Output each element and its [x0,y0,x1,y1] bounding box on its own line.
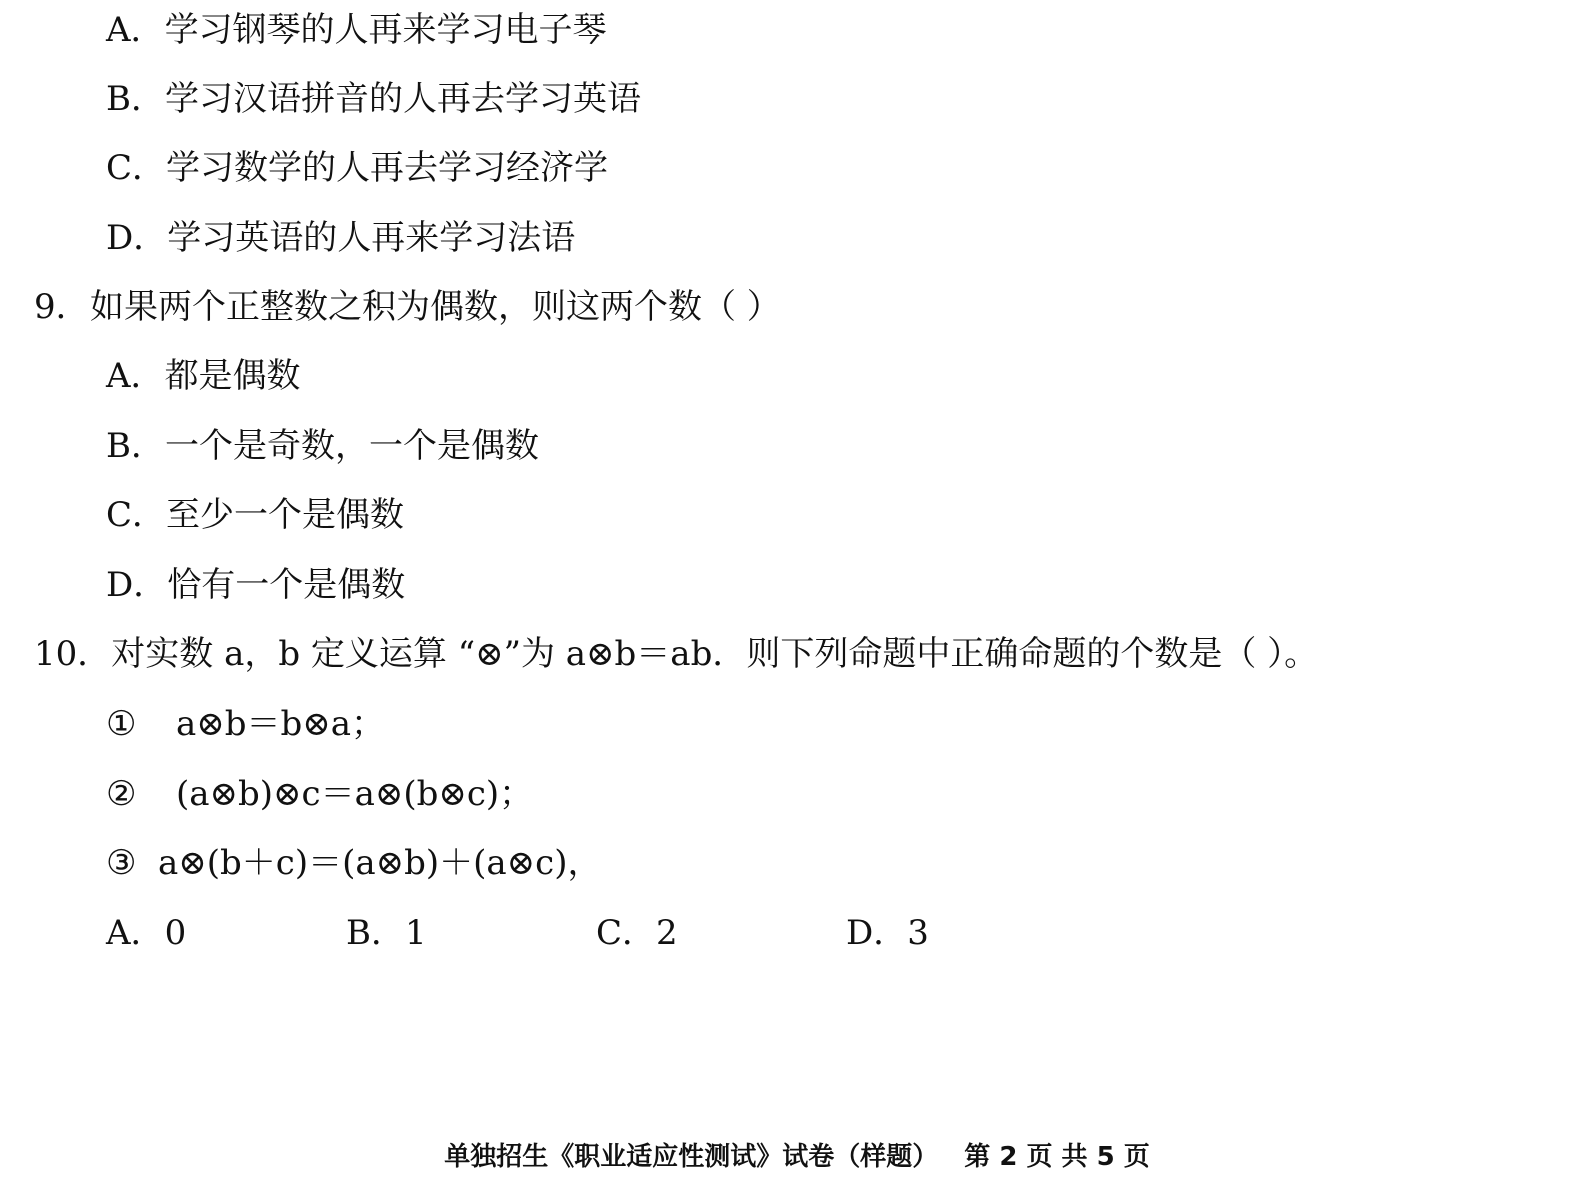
q9-option-c [106,495,404,535]
q10-statement-3 [106,843,601,883]
q10-options [106,913,1006,953]
option-text: 3 [907,913,929,953]
option-label: D． [846,913,908,953]
page-number: 第 2 页 共 5 页 [964,1142,1150,1172]
statement-mark: ② [106,774,137,814]
option-text: 恰有一个是偶数 [167,565,406,605]
q8-option-c [106,148,608,188]
question-text: 如果两个正整数之积为偶数，则这两个数（ ） [90,287,781,327]
option-text: 至少一个是偶数 [166,495,405,535]
option-label: D． [106,565,168,605]
option-text: 学习英语的人再来学习法语 [167,218,576,258]
q9-option-d [106,565,405,605]
option-text: 1 [405,913,427,953]
option-label: C． [106,148,167,188]
option-text: 都是偶数 [164,356,301,396]
q10-stem [34,634,1318,674]
question-number: 10． [34,634,112,674]
option-label: A． [106,913,165,953]
footer-title: 单独招生《职业适应性测试》试卷（样题） [444,1142,939,1172]
q10-option-c [596,913,678,953]
option-text: 2 [656,913,678,953]
option-label: A． [106,10,165,50]
option-label: C． [106,495,167,535]
q8-option-d [106,218,575,258]
q9-option-a [106,356,301,396]
option-text: 学习汉语拼音的人再去学习英语 [165,79,641,119]
question-number: 9． [34,287,90,327]
option-text: 0 [164,913,187,953]
statement-mark: ① [106,704,137,744]
page-footer [0,1140,1594,1174]
statement-text: a⊗(b＋c)＝(a⊗b)＋(a⊗c)， [158,843,602,883]
statement-text: a⊗b＝b⊗a； [176,704,386,744]
q10-statement-2 [106,774,533,814]
statement-text: (a⊗b)⊗c＝a⊗(b⊗c)； [176,774,534,814]
q9-option-b [106,426,539,466]
statement-mark: ③ [106,843,137,883]
option-label: C． [596,913,657,953]
option-text: 一个是奇数，一个是偶数 [165,426,539,466]
option-label: B． [106,79,165,119]
q10-option-d [846,913,929,953]
q8-option-a [106,10,607,50]
option-label: B． [106,426,165,466]
q10-option-a [106,913,186,953]
q9-stem [34,287,781,327]
q10-option-b [346,913,427,953]
option-label: B． [346,913,405,953]
option-label: D． [106,218,168,258]
option-text: 学习钢琴的人再来学习电子琴 [164,10,607,50]
option-text: 学习数学的人再去学习经济学 [166,148,609,188]
option-label: A． [106,356,165,396]
question-text: 对实数 a，b 定义运算 “⊗”为 a⊗b＝ab．则下列命题中正确命题的个数是（ ）。 [111,634,1319,674]
q10-statement-1 [106,704,385,744]
q8-option-b [106,79,641,119]
